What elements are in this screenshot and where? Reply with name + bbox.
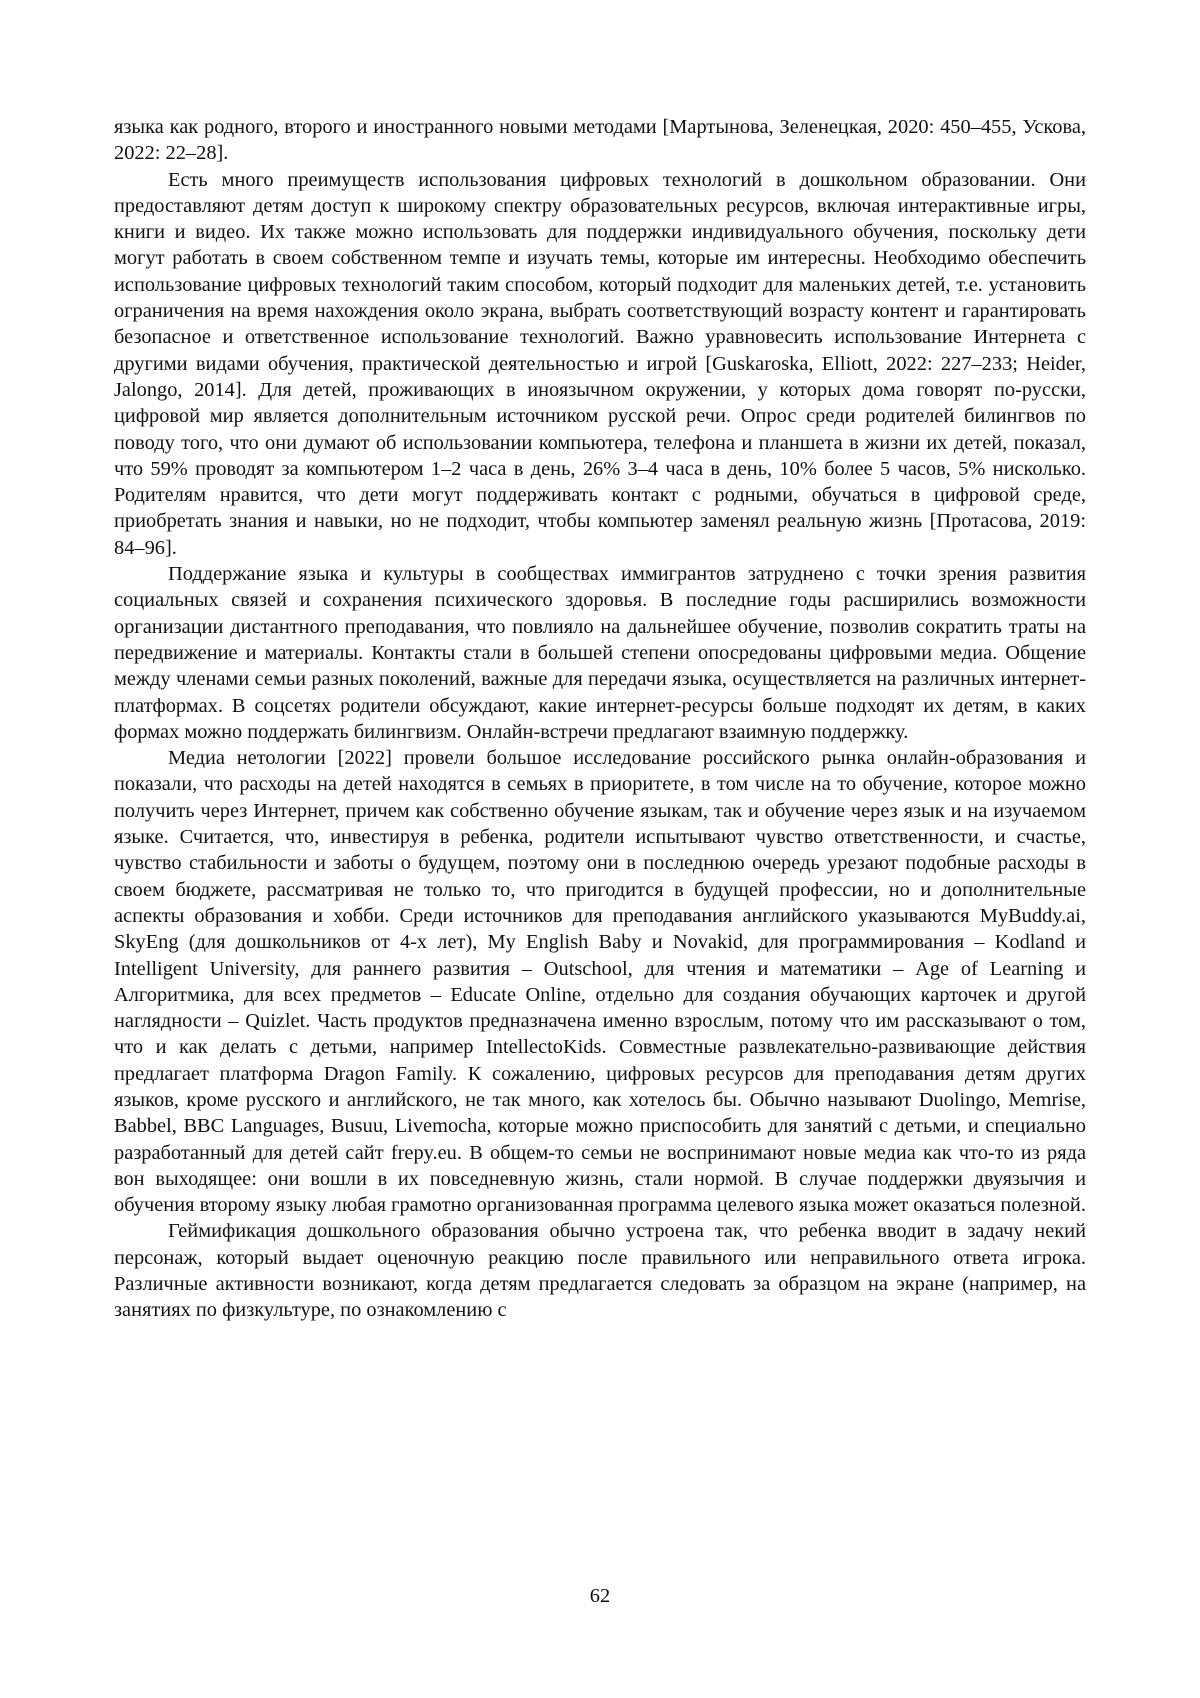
body-text	[114, 114, 1086, 1324]
paragraph-digital-tech-advantages: Есть много преимуществ использования цифровых технологий в дошкольном образовании. Они предоставляют детям доступ к широкому спектру образовательных ресурсов, включая интерактивные игры, книги и видео. Их также можно использовать для поддержки индивидуального обучения, поскольку дети могут работать в своем собственном темпе и изучать темы, которые им интересны. Необходимо обеспечить использование цифровых технологий таким способом, который подходит для маленьких детей, т.е. установить ограничения на время нахождения около экрана, выбрать соответствующий возрасту контент и гарантировать безопасное и ответственное использование технологий. Важно уравновесить использование Интернета с другими видами обучения, практической деятельностью и игрой [Guskaroska, Elliott, 2022: 227–233; Heider, Jalongo, 2014]. Для детей, проживающих в иноязычном окружении, у которых дома говорят по-русски, цифровой мир является дополнительным источником русской речи. Опрос среди родителей билингвов по поводу того, что они думают об использовании компьютера, телефона и планшета в жизни их детей, показал, что 59% проводят за компьютером 1–2 часа в день, 26% 3–4 часа в день, 10% более 5 часов, 5% нисколько. Родителям нравится, что дети могут поддерживать контакт с родными, обучаться в цифровой среде, приобретать знания и навыки, но не подходит, чтобы компьютер заменял реальную жизнь [Протасова, 2019: 84–96].	[114, 168, 1086, 559]
page-number: 62	[589, 1585, 611, 1607]
paragraph-online-education-market: Медиа нетологии [2022] провели большое исследование российского рынка онлайн-образования и показали, что расходы на детей находятся в семьях в приоритете, в том числе на то обучение, которое можно получить через Интернет, причем как собственно обучение языкам, так и обучение через язык и на изучаемом языке. Считается, что, инвестируя в ребенка, родители испытывают чувство ответственности, и счастье, чувство стабильности и заботы о будущем, поэтому они в последнюю очередь урезают подобные расходы в своем бюджете, рассматривая не только то, что пригодится в будущей профессии, но и дополнительные аспекты образования и хобби. Среди источников для преподавания английского указываются MyBuddy.ai, SkyEng (для дошкольников от 4-х лет), My English Baby и Novakid, для программирования – Kodland и Intelligent University, для раннего развития – Outschool, для чтения и математики – Age of Learning и Алгоритмика, для всех предметов – Educate Online, отдельно для создания обучающих карточек и другой наглядности – Quizlet. Часть продуктов предназначена именно взрослым, потому что им рассказывают о том, что и как делать с детьми, например IntellectoKids. Совместные развлекательно-развивающие действия предлагает платформа Dragon Family. К сожалению, цифровых ресурсов для преподавания детям других языков, кроме русского и английского, не так много, как хотелось бы. Обычно называют Duolingo, Memrise, Babbel, BBC Languages, Busuu, Livemocha, которые можно приспособить для занятий с детьми, и специально разработанный для детей сайт frepy.eu. В общем-то семьи не воспринимают новые медиа как что-то из ряда вон выходящее: они вошли в их повседневную жизнь, стали нормой. В случае поддержки двуязычия и обучения второму языку любая грамотно организованная программа целевого языка может оказаться полезной.	[114, 747, 1086, 1217]
paragraph-immigrant-communities: Поддержание языка и культуры в сообществах иммигрантов затруднено с точки зрения развития социальных связей и сохранения психического здоровья. В последние годы расширились возможности организации дистантного преподавания, что повлияло на дальнейшее обучение, позволив сократить траты на передвижение и материалы. Контакты стали в большей степени опосредованы цифровыми медиа. Общение между членами семьи разных поколений, важные для передачи языка, осуществляется на различных интернет-платформах. В соцсетях родители обсуждают, какие интернет-ресурсы больше подходят их детям, в каких формах можно поддержать билингвизм. Онлайн-встречи предлагают взаимную поддержку.	[114, 563, 1086, 743]
paragraph-continuation: языка как родного, второго и иностранного новыми методами [Мартынова, Зеленецкая, 2020: 450–455, Ускова, 2022: 22–28].	[114, 116, 1086, 165]
paragraph-gamification: Геймификация дошкольного образования обычно устроена так, что ребенка вводит в задачу некий персонаж, который выдает оценочную реакцию после правильного или неправильного ответа игрока. Различные активности возникают, когда детям предлагается следовать за образцом на экране (например, на занятиях по физкультуре, по ознакомлению с	[114, 1220, 1086, 1322]
